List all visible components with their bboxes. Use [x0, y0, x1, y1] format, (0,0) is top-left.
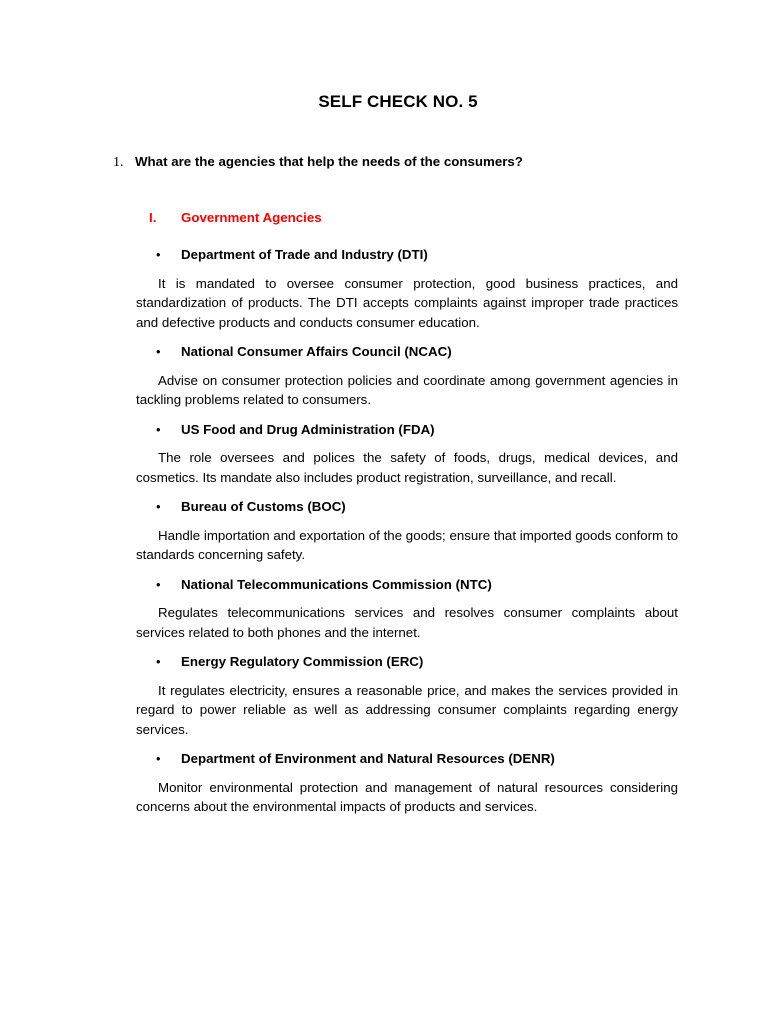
agency-name: Department of Trade and Industry (DTI): [181, 247, 428, 262]
agency-description: Regulates telecommunications services and resolves consumer complaints about services related to both phones and the internet.: [136, 605, 678, 640]
agency-name: National Consumer Affairs Council (NCAC): [181, 344, 452, 359]
agency-item: [136, 652, 678, 739]
bullet-icon: •: [156, 247, 161, 262]
agency-item: [136, 245, 678, 332]
bullet-icon: •: [156, 576, 161, 592]
bullet-icon: •: [156, 421, 161, 437]
bullet-icon: •: [156, 499, 161, 514]
question-text: What are the agencies that help the needs of the consumers?: [135, 154, 523, 169]
agency-description: It is mandated to oversee consumer protection, good business practices, and standardization of products. The DTI accepts complaints against improper trade practices and defective products and conducts consumer education.: [136, 275, 678, 330]
question-number: 1.: [113, 155, 124, 170]
agency-description: Advise on consumer protection policies and coordinate among government agencies in tackling problems related to consumers.: [136, 372, 678, 407]
agency-name: US Food and Drug Administration (FDA): [181, 421, 435, 437]
agency-item: [136, 575, 678, 643]
agency-name: Bureau of Customs (BOC): [181, 499, 346, 514]
agency-item: [136, 749, 678, 817]
question-1: [113, 154, 523, 171]
section-heading: [149, 210, 322, 225]
bullet-icon: •: [156, 751, 161, 766]
agency-item: [136, 497, 678, 565]
section-number: I.: [149, 210, 157, 225]
section-title: Government Agencies: [181, 210, 322, 225]
agency-list: [136, 245, 678, 827]
agency-description: The role oversees and polices the safety of foods, drugs, medical devices, and cosmetics. Its mandate also includes product registration, surveillance, and recall.: [136, 450, 678, 485]
agency-item: [136, 420, 678, 488]
page-title: SELF CHECK NO. 5: [318, 92, 478, 111]
agency-item: [136, 342, 678, 410]
agency-description: It regulates electricity, ensures a reasonable price, and makes the services provided in regard to power reliable as well as addressing consumer complaints regarding energy services.: [136, 682, 678, 737]
bullet-icon: •: [156, 344, 161, 359]
agency-name: Energy Regulatory Commission (ERC): [181, 654, 424, 669]
agency-name: Department of Environment and Natural Resources (DENR): [181, 751, 555, 766]
agency-name: National Telecommunications Commission (NTC): [181, 576, 492, 592]
agency-description: Monitor environmental protection and management of natural resources considering concerns about the environmental impacts of products and services.: [136, 779, 678, 814]
bullet-icon: •: [156, 654, 161, 669]
agency-description: Handle importation and exportation of the goods; ensure that imported goods conform to standards concerning safety.: [136, 527, 678, 562]
